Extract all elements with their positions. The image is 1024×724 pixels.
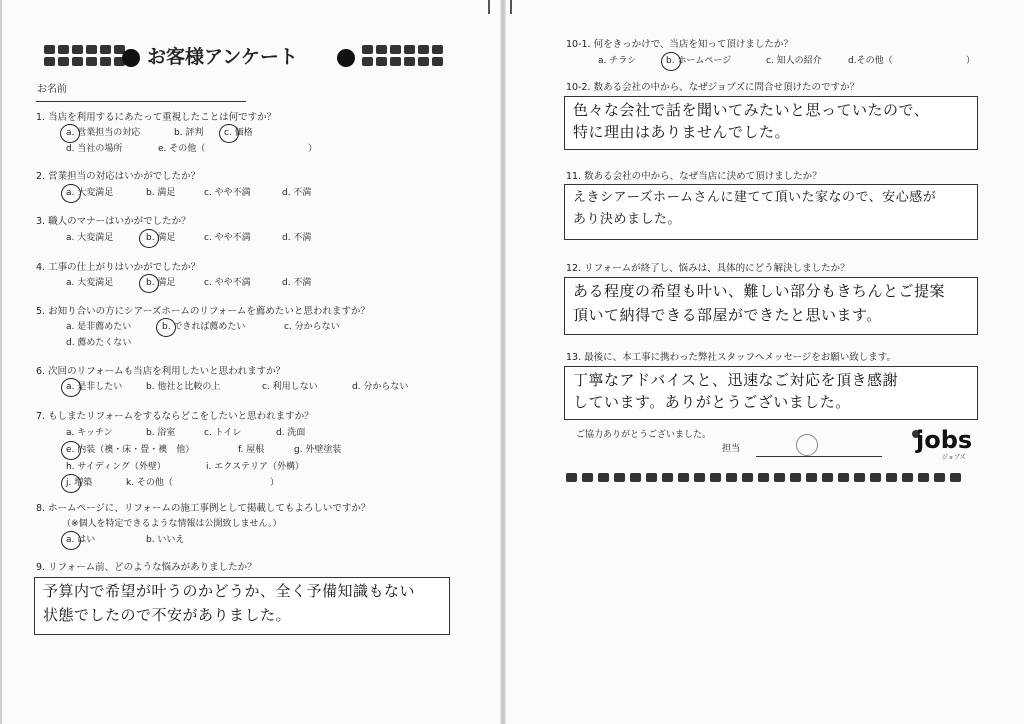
q9-answer-line2: 状態でしたので不安がありました。	[43, 606, 292, 624]
q4-option-d: d. 不満	[282, 278, 312, 288]
q11-answer-box	[564, 184, 978, 240]
logo-subtext: ジョブズ	[942, 454, 966, 461]
logo-text: jobs	[916, 426, 973, 454]
title-pattern-left-row2	[44, 57, 125, 66]
q7-option-f: f. 屋根	[238, 445, 265, 455]
q9-answer-line1: 予算内で希望が叶うのかどうか、全く予備知識もない	[43, 582, 416, 600]
q10-2-title: 10-2. 数ある会社の中から、なぜジョブズに問合せ頂けたのですか？	[566, 82, 860, 93]
q1-option-e-close: ）	[308, 144, 318, 154]
q1-title: 1. 当店を利用するにあたって重視したことは何ですか？	[36, 112, 277, 123]
answer-circle	[61, 531, 81, 550]
answer-circle	[61, 184, 81, 203]
q5-title: 5. お知り合いの方にシアーズホームのリフォームを薦めたいと思われますか？	[36, 306, 370, 317]
q1-option-c: c. 価格	[224, 128, 253, 138]
q11-answer-line1: えきシアーズホームさんに建てて頂いた家なので、安心感が	[573, 190, 937, 205]
q9-title: 9. リフォーム前、どのような悩みがありましたか？	[36, 562, 257, 573]
q10-1-option-c: c. 知人の紹介	[766, 56, 822, 66]
title-pattern-right-row2	[362, 57, 443, 66]
q9-answer-box	[34, 577, 450, 635]
q13-answer-line1: 丁寧なアドバイスと、迅速なご対応を頂き感謝	[573, 371, 899, 389]
q2-option-b: b. 満足	[146, 188, 176, 198]
q4-option-c: c. やや不満	[204, 278, 251, 288]
staff-label: 担当	[722, 444, 741, 454]
title-pattern-right	[362, 45, 443, 54]
q5-option-b: b. できれば薦めたい	[162, 322, 246, 332]
title-dot-right	[337, 49, 355, 67]
title-pattern-left	[44, 45, 125, 54]
q7-option-g: g. 外壁塗装	[294, 445, 342, 455]
q10-1-title: 10-1. 何をきっかけで、当店を知って頂けましたか？	[566, 39, 793, 50]
q3-option-d: d. 不満	[282, 233, 312, 243]
q1-option-b: b. 評判	[174, 128, 204, 138]
q8-note: （※個人を特定できるような情報は公開致しません。）	[62, 519, 282, 529]
q7-option-d: d. 洗面	[276, 428, 306, 438]
answer-circle	[60, 124, 80, 143]
q4-title: 4. 工事の仕上がりはいかがでしたか？	[36, 262, 201, 273]
q8-option-a: a. はい	[66, 535, 96, 545]
q7-option-e: e. 内装（襖・床・畳・襖 他）	[66, 445, 195, 455]
answer-circle	[661, 52, 681, 71]
q6-option-d: d. 分からない	[352, 382, 409, 392]
q3-title: 3. 職人のマナーはいかがでしたか？	[36, 216, 191, 227]
q2-title: 2. 営業担当の対応はいかがでしたか？	[36, 171, 201, 182]
answer-circle	[61, 378, 81, 397]
q7-option-a: a. キッチン	[66, 428, 113, 438]
q11-title: 11. 数ある会社の中から、なぜ当店に決めて頂けましたか？	[566, 171, 822, 182]
footer-pattern	[566, 473, 961, 482]
q4-option-a: a. 大変満足	[66, 278, 114, 288]
q10-1-option-a: a. チラシ	[598, 56, 637, 66]
answer-circle	[139, 274, 159, 293]
q12-answer-line1: ある程度の希望も叶い、難しい部分もきちんとご提案	[573, 282, 946, 300]
answer-circle	[61, 474, 81, 493]
q11-answer-line2: あり決めました。	[573, 212, 682, 227]
q1-option-e: e. その他（	[158, 144, 206, 154]
q7-option-c: c. トイレ	[204, 428, 242, 438]
q10-2-answer-line1: 色々な会社で話を聞いてみたいと思っていたので、	[573, 101, 930, 119]
q7-title: 7. もしまたリフォームをするならどこをしたいと思われますか？	[36, 411, 314, 422]
q13-answer-box	[564, 366, 978, 420]
name-underline	[36, 101, 246, 102]
spine-mark	[488, 0, 490, 14]
answer-circle	[61, 441, 81, 460]
q12-title: 12. リフォームが終了し、悩みは、具体的にどう解決しましたか？	[566, 263, 850, 274]
q4-option-b: b. 満足	[146, 278, 176, 288]
q5-option-c: c. 分からない	[284, 322, 340, 332]
q1-option-d: d. 当社の場所	[66, 144, 123, 154]
answer-circle	[219, 124, 239, 143]
q7-option-k-close: ）	[270, 478, 280, 488]
survey-title: お客様アンケート	[147, 46, 298, 68]
q7-option-i: i. エクステリア（外構）	[206, 462, 304, 472]
staff-seal-stamp	[796, 434, 818, 456]
name-label: お名前	[37, 84, 67, 95]
q2-option-d: d. 不満	[282, 188, 312, 198]
q10-2-answer-line2: 特に理由はありませんでした。	[573, 123, 791, 141]
q10-2-answer-box	[564, 96, 978, 150]
q3-option-a: a. 大変満足	[66, 233, 114, 243]
page-left-edge	[0, 0, 2, 724]
jobs-logo	[912, 426, 974, 464]
q3-option-c: c. やや不満	[204, 233, 251, 243]
q5-option-d: d. 薦めたくない	[66, 338, 132, 348]
answer-circle	[139, 229, 159, 248]
q13-answer-line2: しています。ありがとうございました。	[573, 393, 851, 411]
q2-option-c: c. やや不満	[204, 188, 251, 198]
answer-circle	[156, 318, 176, 337]
spine-mark	[510, 0, 512, 14]
q10-1-option-d: d.その他（	[848, 56, 893, 66]
q10-1-option-b: b. ホームページ	[666, 56, 732, 66]
q6-option-a: a. 是非したい	[66, 382, 123, 392]
q10-1-option-d-close: ）	[966, 56, 976, 66]
q3-option-b: b. 満足	[146, 233, 176, 243]
q6-title: 6. 次回のリフォームも当店を利用したいと思われますか？	[36, 366, 286, 377]
page-spine	[500, 0, 506, 724]
q5-option-a: a. 是非薦めたい	[66, 322, 132, 332]
q7-option-j: j. 増築	[66, 478, 93, 488]
q8-option-b: b. いいえ	[146, 535, 185, 545]
title-dot-left	[122, 49, 140, 67]
q8-title: 8. ホームページに、リフォームの施工事例として掲載してもよろしいですか？	[36, 503, 371, 514]
q7-option-b: b. 浴室	[146, 428, 176, 438]
staff-underline	[756, 456, 882, 457]
q6-option-b: b. 他社と比較の上	[146, 382, 221, 392]
q2-option-a: a. 大変満足	[66, 188, 114, 198]
q12-answer-line2: 頂いて納得できる部屋ができたと思います。	[573, 306, 882, 324]
q13-title: 13. 最後に、本工事に携わった弊社スタッフへメッセージをお願い致します。	[566, 352, 897, 363]
thanks-text: ご協力ありがとうございました。	[576, 430, 712, 440]
q6-option-c: c. 利用しない	[262, 382, 318, 392]
q12-answer-box	[564, 277, 978, 335]
q7-option-k: k. その他（	[126, 478, 173, 488]
q7-option-h: h. サイディング（外壁）	[66, 462, 166, 472]
q1-option-a: a. 営業担当の対応	[66, 128, 141, 138]
